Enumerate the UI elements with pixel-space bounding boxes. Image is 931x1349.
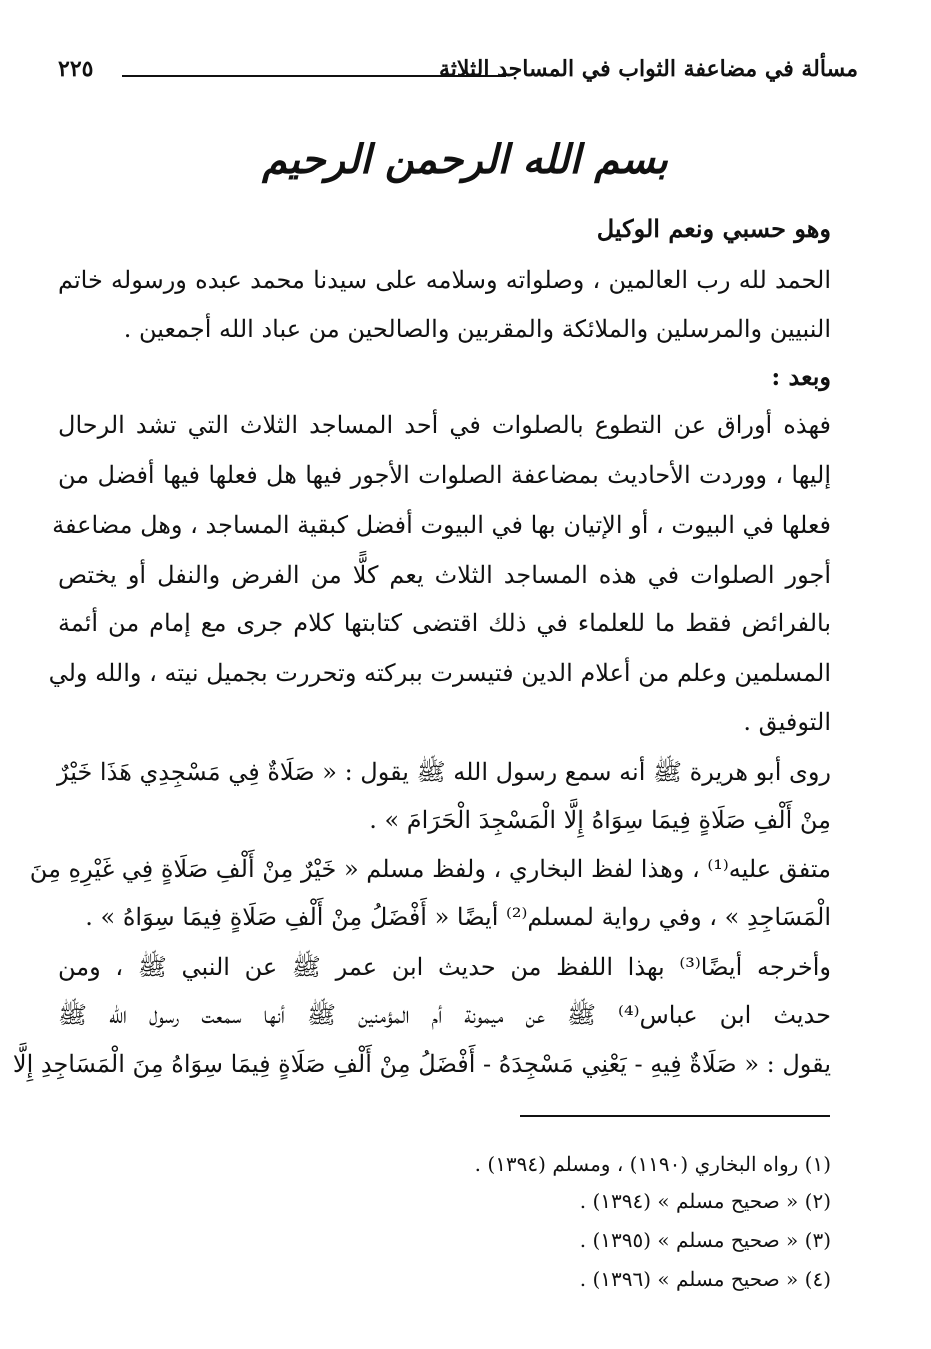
body-line: الحمد لله رب العالمين ، وصلواته وسلامه على سيدنا محمد عبده ورسوله خاتم: [58, 266, 831, 294]
body-line: إليها ، ووردت الأحاديث بمضاعفة الصلوات الأجور فيها هل فعلها فيها أفضل من: [58, 461, 831, 489]
header-title: مسألة في مضاعفة الثواب في المساجد الثلاثة: [438, 56, 858, 82]
body-line: فهذه أوراق عن التطوع بالصلوات في أحد المساجد الثلاث التي تشد الرحال: [58, 411, 831, 439]
body-line: بالفرائض فقط ما للعلماء في ذلك اقتضى كتابتها كلام جرى مع إمام من أئمة: [58, 609, 831, 637]
hadith-line: روى أبو هريرة ﷺ أنه سمع رسول الله ﷺ يقول : « صَلَاةٌ فِي مَسْجِدِي هَذَا خَيْرٌ: [56, 758, 831, 786]
body-line: وأخرجه أيضًا⁽³⁾ بهذا اللفظ من حديث ابن عمر ﷺ عن النبي ﷺ ، ومن: [58, 953, 831, 981]
running-header: [58, 52, 858, 92]
page-number: ٢٢٥: [58, 56, 94, 82]
subtitle: وهو حسبي ونعم الوكيل: [596, 214, 831, 243]
hadith-line: مِنْ أَلْفِ صَلَاةٍ فِيمَا سِوَاهُ إِلَّا الْمَسْجِدَ الْحَرَامَ » .: [369, 806, 831, 834]
footnote: (٢) « صحيح مسلم » (١٣٩٤) .: [579, 1189, 831, 1213]
body-line: متفق عليه⁽¹⁾ ، وهذا لفظ البخاري ، ولفظ مسلم « خَيْرٌ مِنْ أَلْفِ صَلَاةٍ فِي غَيْرِهِ مِنَ: [29, 855, 831, 883]
body-line: التوفيق .: [743, 708, 831, 736]
basmala-calligraphy: [262, 118, 668, 200]
body-line: المسلمين وعلم من أعلام الدين فتيسرت ببركته وتحررت بجميل نيته ، والله ولي: [48, 659, 831, 687]
basmala-text: بسم الله الرحمن الرحيم: [262, 135, 668, 183]
footnote-separator: [520, 1115, 830, 1117]
footnote: (٤) « صحيح مسلم » (١٣٩٦) .: [579, 1267, 831, 1291]
body-line: النبيين والمرسلين والملائكة والمقربين والصالحين من عباد الله أجمعين .: [123, 315, 831, 343]
body-line: فعلها في البيوت ، أو الإتيان بها في البيوت أفضل كبقية المساجد ، وهل مضاعفة: [52, 511, 831, 539]
footnote: (٣) « صحيح مسلم » (١٣٩٥) .: [579, 1228, 831, 1252]
footnote: (١) رواه البخاري (١١٩٠) ، ومسلم (١٣٩٤) .: [474, 1152, 831, 1176]
header-rule: [122, 75, 506, 77]
hadith-line: يقول : « صَلَاةٌ فِيهِ - يَعْنِي مَسْجِدَهُ - أَفْضَلُ مِنْ أَلْفِ صَلَاةٍ فِيمَا سِوَاهُ مِنَ الْمَسَاجِدِ إِلَّا: [12, 1050, 831, 1078]
body-line: وبعد :: [771, 362, 831, 391]
body-line: حديث ابن عباس⁽⁴⁾ ﷺ عن ميمونة أم المؤمنين ﷺ أنها سمعت رسول الله ﷺ: [58, 1001, 831, 1029]
body-line: أجور الصلوات في هذه المساجد الثلاث يعم كلًّا من الفرض والنفل أو يختص: [58, 561, 831, 589]
body-line: الْمَسَاجِدِ » ، وفي رواية لمسلم⁽²⁾ أيضًا « أَفْضَلُ مِنْ أَلْفِ صَلَاةٍ فِيمَا سِوَاهُ » .: [85, 903, 831, 931]
